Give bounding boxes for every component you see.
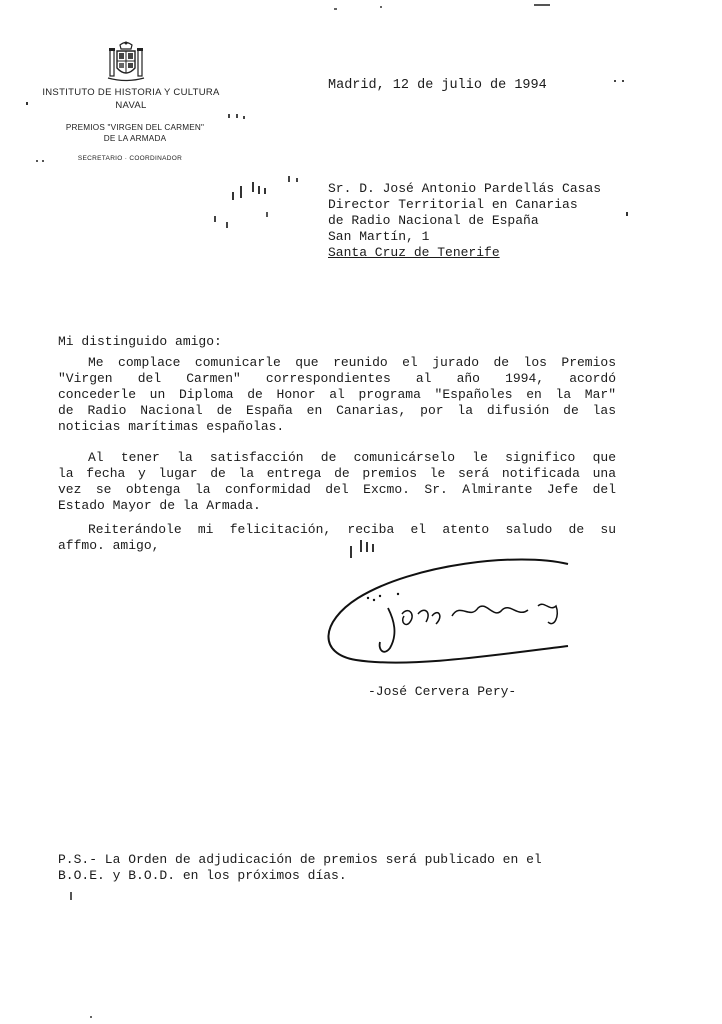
body-line: Al tener la satisfacción de comunicárselo le significo que (88, 450, 616, 465)
recipient-line5: Santa Cruz de Tenerife (328, 245, 500, 260)
body-line: Reiterándole mi felicitación, reciba el atento saludo de su (88, 522, 616, 537)
salutation: Mi distinguido amigo: (58, 334, 222, 349)
body-line: "Virgen del Carmen" correspondientes al año 1994, acordó (58, 371, 616, 386)
body-line: concederle un Diploma de Honor al programa "Españoles en la Mar" (58, 387, 616, 402)
body-line: Me complace comunicarle que reunido el jurado de los Premios (88, 355, 616, 370)
body-line: affmo. amigo, (58, 538, 160, 553)
recipient-line4: San Martín, 1 (328, 229, 430, 244)
body-line: noticias marítimas españolas. (58, 419, 285, 434)
letter-date: Madrid, 12 de julio de 1994 (328, 78, 547, 93)
letterhead-awards-line2: DE LA ARMADA (103, 134, 167, 143)
body-line: Estado Mayor de la Armada. (58, 498, 261, 513)
postscript-line2: B.O.E. y B.O.D. en los próximos días. (58, 868, 347, 883)
postscript-line1: P.S.- La Orden de adjudicación de premios será publicado en el (58, 852, 542, 867)
body-line: la fecha y lugar de la entrega de premios le será notificada una (58, 466, 616, 481)
letterhead-institute-line2: NAVAL (115, 100, 147, 111)
recipient-line3: de Radio Nacional de España (328, 213, 539, 228)
body-line: vez se obtenga la conformidad del Excmo. Sr. Almirante Jefe del (58, 482, 616, 497)
letterhead-office: SECRETARIO · COORDINADOR (77, 155, 183, 162)
letterhead-awards-line1: PREMIOS "VIRGEN DEL CARMEN" (65, 123, 205, 132)
letterhead-institute-line1: INSTITUTO DE HISTORIA Y CULTURA (42, 87, 220, 98)
recipient-line2: Director Territorial en Canarias (328, 197, 578, 212)
signatory-name: -José Cervera Pery- (368, 684, 517, 699)
body-line: de Radio Nacional de España en Canarias, por la difusión de las (58, 403, 616, 418)
recipient-line1: Sr. D. José Antonio Pardellás Casas (328, 181, 602, 196)
